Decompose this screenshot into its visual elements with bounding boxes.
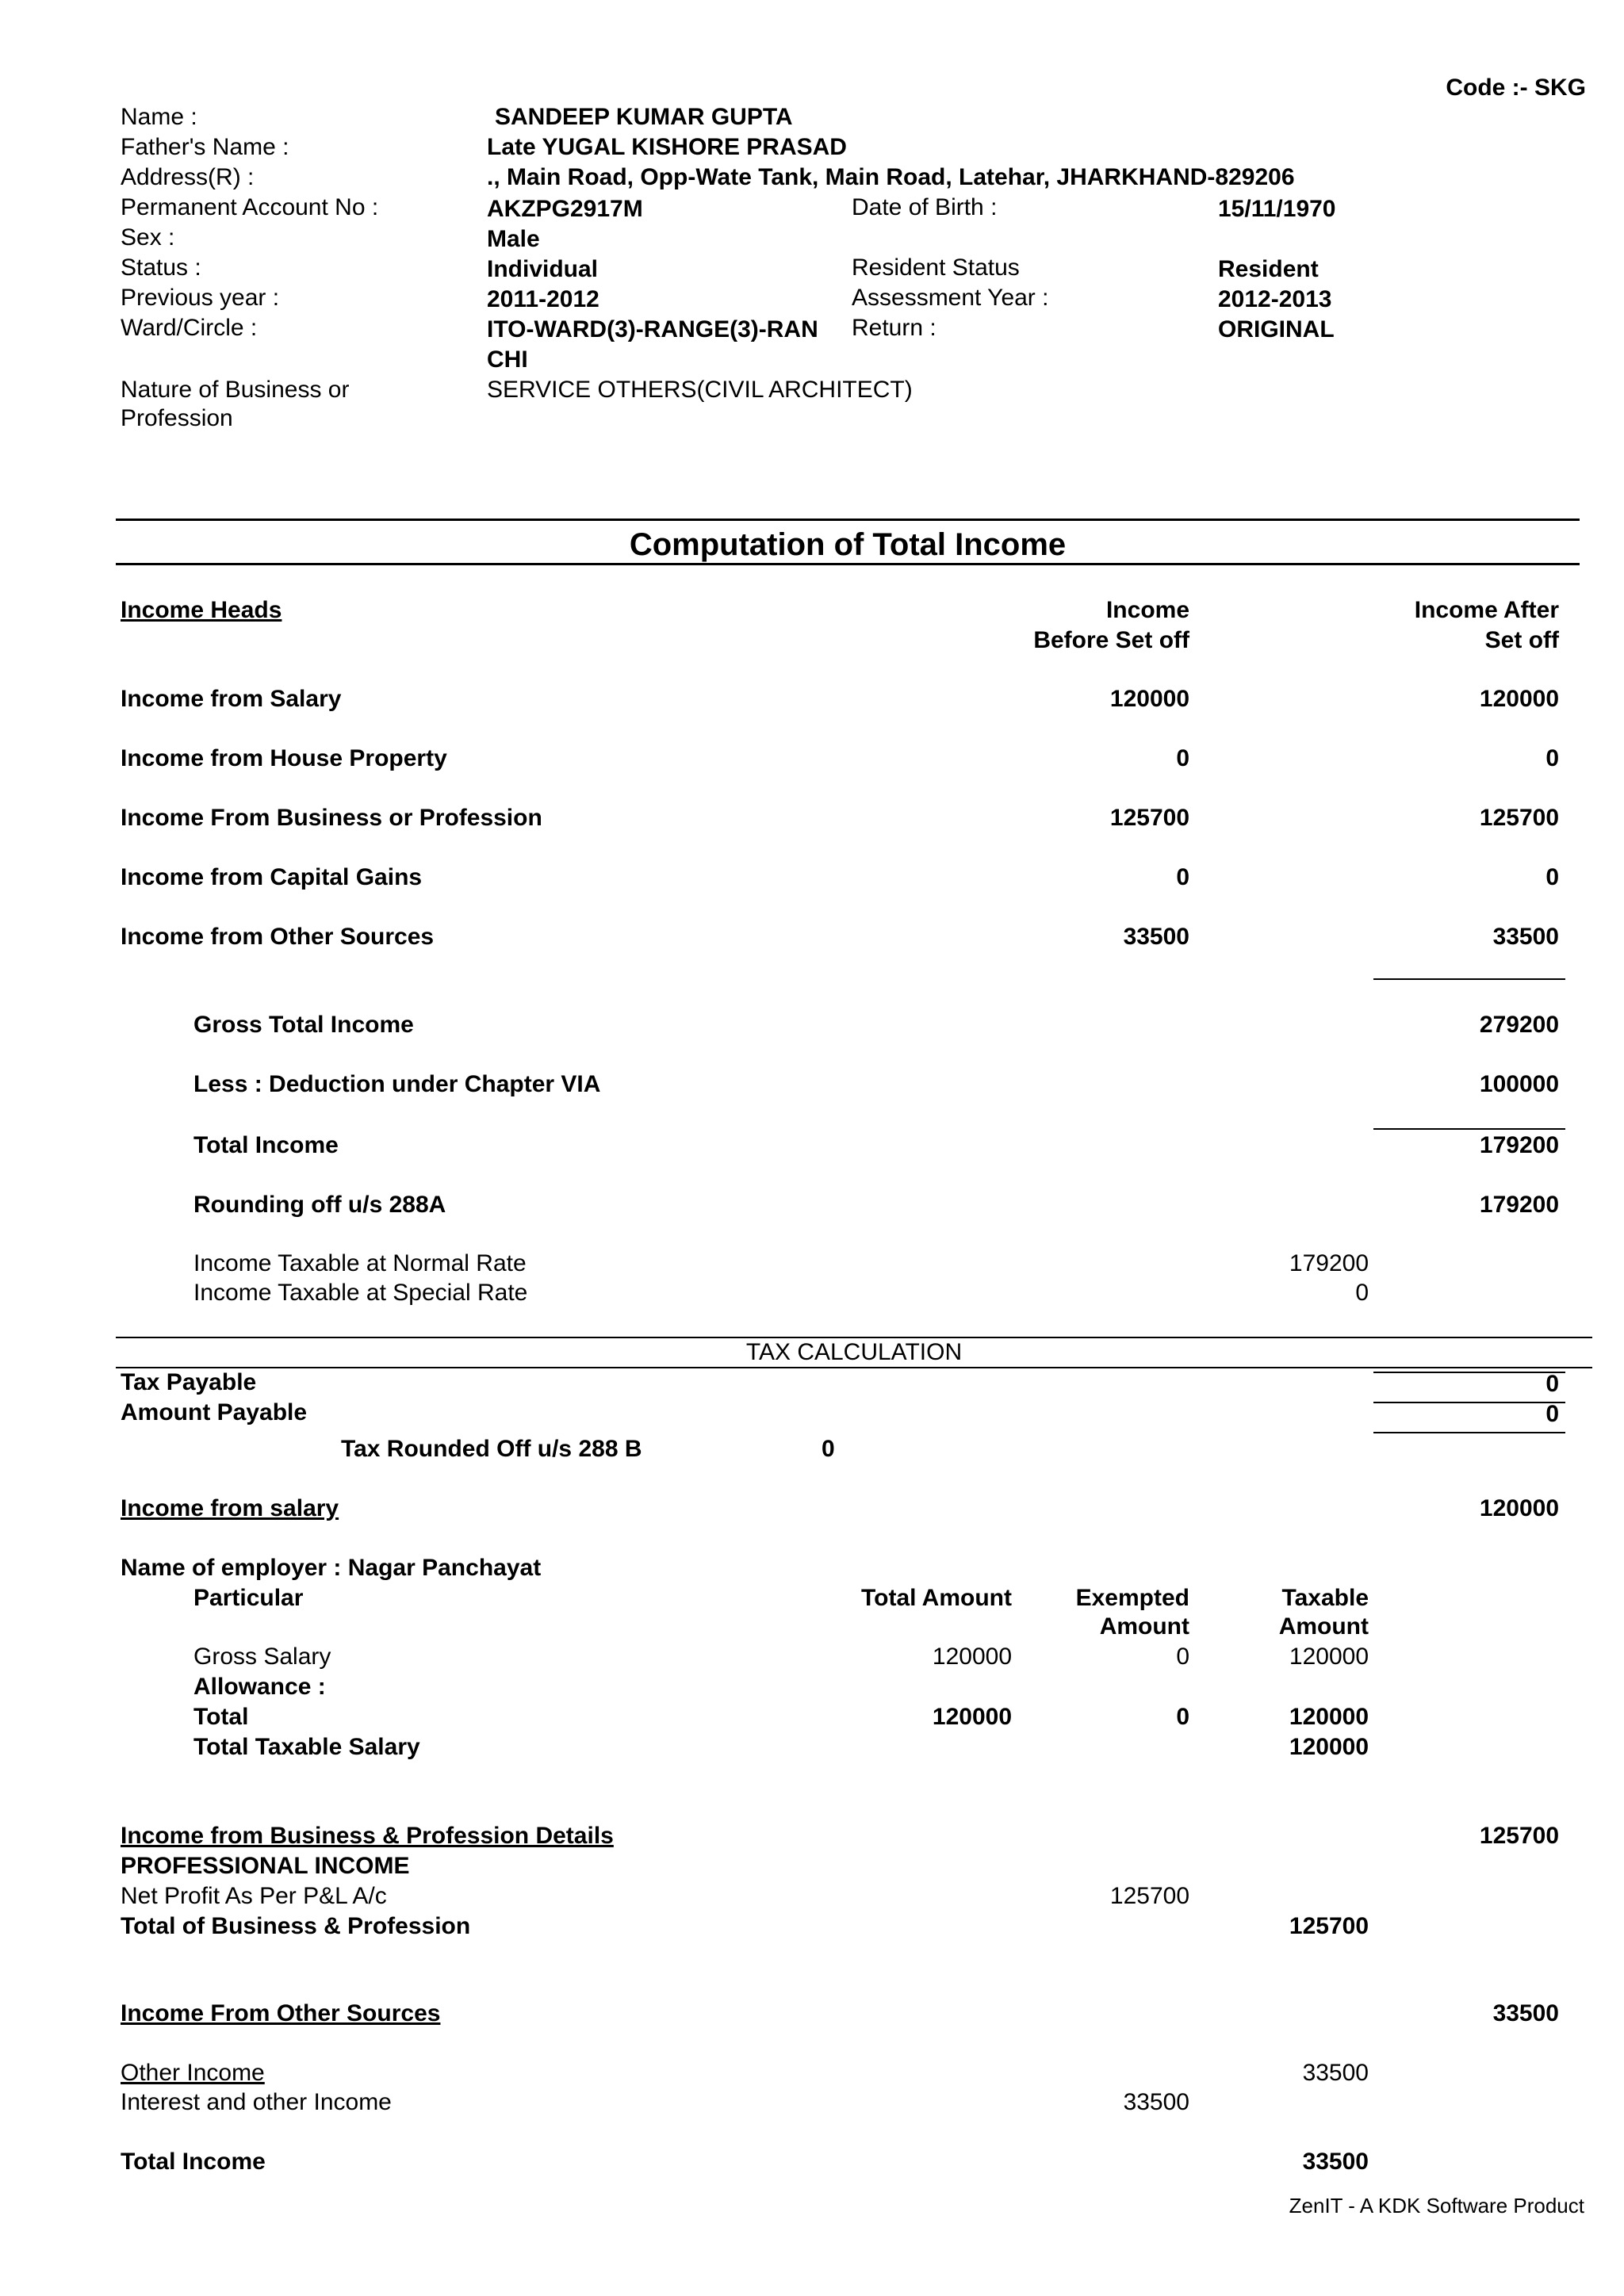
- income-before-value: 0: [1176, 864, 1189, 890]
- normal-rate-value: 179200: [1289, 1250, 1369, 1276]
- total-income-value: 179200: [1479, 1132, 1559, 1158]
- business-section-total: 125700: [1479, 1823, 1559, 1849]
- total-amount-heading: Total Amount: [861, 1585, 1012, 1611]
- rounding-label: Rounding off u/s 288A: [193, 1192, 446, 1218]
- taxable-heading-1: Taxable: [1281, 1585, 1369, 1611]
- other-total-label: Total Income: [121, 2149, 266, 2175]
- previous-year-label: Previous year :: [121, 285, 280, 311]
- employer-name: Name of employer : Nagar Panchayat: [121, 1555, 542, 1581]
- salary-total-label: Total: [193, 1704, 249, 1730]
- rounding-value: 179200: [1479, 1192, 1559, 1218]
- amount-payable-rule-top: [1373, 1402, 1565, 1403]
- assessment-year-label: Assessment Year :: [852, 285, 1049, 311]
- deduction-value: 100000: [1479, 1071, 1559, 1097]
- income-before-value: 120000: [1109, 686, 1189, 712]
- tax-calculation-title: TAX CALCULATION: [745, 1339, 963, 1365]
- gross-total-label: Gross Total Income: [193, 1012, 414, 1038]
- income-before-value: 0: [1176, 745, 1189, 771]
- father-label: Father's Name :: [121, 134, 289, 160]
- tax-rounded-value: 0: [822, 1436, 835, 1462]
- taxable-heading-2: Amount: [1278, 1613, 1369, 1640]
- sex-value: Male: [487, 226, 540, 252]
- salary-total-taxable: 120000: [1289, 1704, 1369, 1730]
- income-before-value: 125700: [1109, 805, 1189, 831]
- professional-income-heading: PROFESSIONAL INCOME: [121, 1853, 410, 1879]
- other-sources-section-total: 33500: [1492, 2000, 1559, 2026]
- income-after-value: 0: [1545, 864, 1559, 890]
- assessment-year-value: 2012-2013: [1218, 286, 1332, 312]
- tax-rounded-label: Tax Rounded Off u/s 288 B: [341, 1436, 642, 1462]
- income-head-label: Income from Capital Gains: [121, 864, 423, 890]
- address-label: Address(R) :: [121, 164, 255, 190]
- net-profit-value: 125700: [1109, 1883, 1189, 1909]
- salary-total-exempt: 0: [1176, 1704, 1189, 1730]
- tax-payable-value: 0: [1545, 1371, 1559, 1397]
- amount-payable-rule-bottom: [1373, 1432, 1565, 1433]
- income-before-value: 33500: [1123, 924, 1189, 950]
- after-setoff-heading-1: Income After: [1414, 597, 1559, 623]
- allowance-label: Allowance :: [193, 1674, 326, 1700]
- total-taxable-salary-value: 120000: [1289, 1734, 1369, 1760]
- income-head-label: Income from House Property: [121, 745, 447, 771]
- income-after-value: 33500: [1492, 924, 1559, 950]
- gross-salary-total: 120000: [932, 1644, 1012, 1670]
- income-after-value: 120000: [1479, 686, 1559, 712]
- normal-rate-label: Income Taxable at Normal Rate: [193, 1250, 527, 1276]
- special-rate-label: Income Taxable at Special Rate: [193, 1280, 528, 1306]
- ward-value-line2: CHI: [487, 346, 528, 373]
- sex-label: Sex :: [121, 224, 175, 251]
- title-rule-bottom: [116, 563, 1580, 565]
- business-total-value: 125700: [1289, 1913, 1369, 1939]
- ward-label: Ward/Circle :: [121, 315, 258, 341]
- footer-credit: ZenIT - A KDK Software Product: [1289, 2194, 1584, 2218]
- return-label: Return :: [852, 315, 936, 341]
- net-profit-label: Net Profit As Per P&L A/c: [121, 1883, 387, 1909]
- computation-title: Computation of Total Income: [629, 527, 1067, 562]
- title-rule-top: [116, 519, 1580, 521]
- special-rate-value: 0: [1355, 1280, 1369, 1306]
- gross-salary-label: Gross Salary: [193, 1644, 331, 1670]
- business-nature-value: SERVICE OTHERS(CIVIL ARCHITECT): [487, 377, 913, 403]
- business-nature-label-line2: Profession: [121, 405, 233, 431]
- amount-payable-value: 0: [1545, 1401, 1559, 1427]
- resident-status-label: Resident Status: [852, 254, 1020, 281]
- income-head-label: Income From Business or Profession: [121, 805, 542, 831]
- income-head-label: Income from Salary: [121, 686, 342, 712]
- before-setoff-heading-1: Income: [1105, 597, 1189, 623]
- salary-total-amount: 120000: [932, 1704, 1012, 1730]
- interest-value: 33500: [1123, 2089, 1189, 2115]
- address-value: ., Main Road, Opp-Wate Tank, Main Road, Latehar, JHARKHAND-829206: [487, 164, 1295, 190]
- other-sources-section-title: Income From Other Sources: [121, 2000, 441, 2026]
- income-heads-heading: Income Heads: [121, 597, 282, 623]
- other-income-label: Other Income: [121, 2060, 265, 2086]
- salary-section-title: Income from salary: [121, 1495, 339, 1521]
- return-value: ORIGINAL: [1218, 316, 1335, 342]
- tax-payable-rule: [1373, 1372, 1565, 1373]
- other-total-value: 33500: [1302, 2149, 1369, 2175]
- status-label: Status :: [121, 254, 201, 281]
- gross-total-value: 279200: [1479, 1012, 1559, 1038]
- gross-salary-exempt: 0: [1176, 1644, 1189, 1670]
- previous-year-value: 2011-2012: [487, 286, 599, 312]
- total-taxable-salary-label: Total Taxable Salary: [193, 1734, 420, 1760]
- resident-status-value: Resident: [1218, 256, 1319, 282]
- status-value: Individual: [487, 256, 599, 282]
- salary-section-total: 120000: [1479, 1495, 1559, 1521]
- amount-payable-label: Amount Payable: [121, 1399, 308, 1425]
- subtotal-rule: [1373, 978, 1565, 980]
- name-label: Name :: [121, 104, 197, 130]
- gross-salary-taxable: 120000: [1289, 1644, 1369, 1670]
- total-rule: [1373, 1128, 1565, 1130]
- client-code: Code :- SKG: [1446, 75, 1586, 101]
- tax-rule-bottom: [116, 1367, 1592, 1368]
- exempted-heading-2: Amount: [1099, 1613, 1189, 1640]
- after-setoff-heading-2: Set off: [1484, 627, 1559, 653]
- tax-payable-label: Tax Payable: [121, 1369, 257, 1395]
- pan-label: Permanent Account No :: [121, 194, 379, 220]
- total-income-label: Total Income: [193, 1132, 339, 1158]
- exempted-heading-1: Exempted: [1075, 1585, 1189, 1611]
- particular-heading: Particular: [193, 1585, 304, 1611]
- dob-value: 15/11/1970: [1218, 196, 1336, 222]
- income-head-label: Income from Other Sources: [121, 924, 435, 950]
- business-nature-label-line1: Nature of Business or: [121, 377, 350, 403]
- father-value: Late YUGAL KISHORE PRASAD: [487, 134, 847, 160]
- deduction-label: Less : Deduction under Chapter VIA: [193, 1071, 601, 1097]
- business-section-title: Income from Business & Profession Details: [121, 1823, 614, 1849]
- interest-label: Interest and other Income: [121, 2089, 392, 2115]
- before-setoff-heading-2: Before Set off: [1033, 627, 1189, 653]
- name-value: SANDEEP KUMAR GUPTA: [495, 104, 793, 130]
- other-income-value: 33500: [1302, 2060, 1369, 2086]
- ward-value-line1: ITO-WARD(3)-RANGE(3)-RAN: [487, 316, 818, 342]
- income-after-value: 125700: [1479, 805, 1559, 831]
- business-total-label: Total of Business & Profession: [121, 1913, 471, 1939]
- income-after-value: 0: [1545, 745, 1559, 771]
- dob-label: Date of Birth :: [852, 194, 998, 220]
- pan-value: AKZPG2917M: [487, 196, 643, 222]
